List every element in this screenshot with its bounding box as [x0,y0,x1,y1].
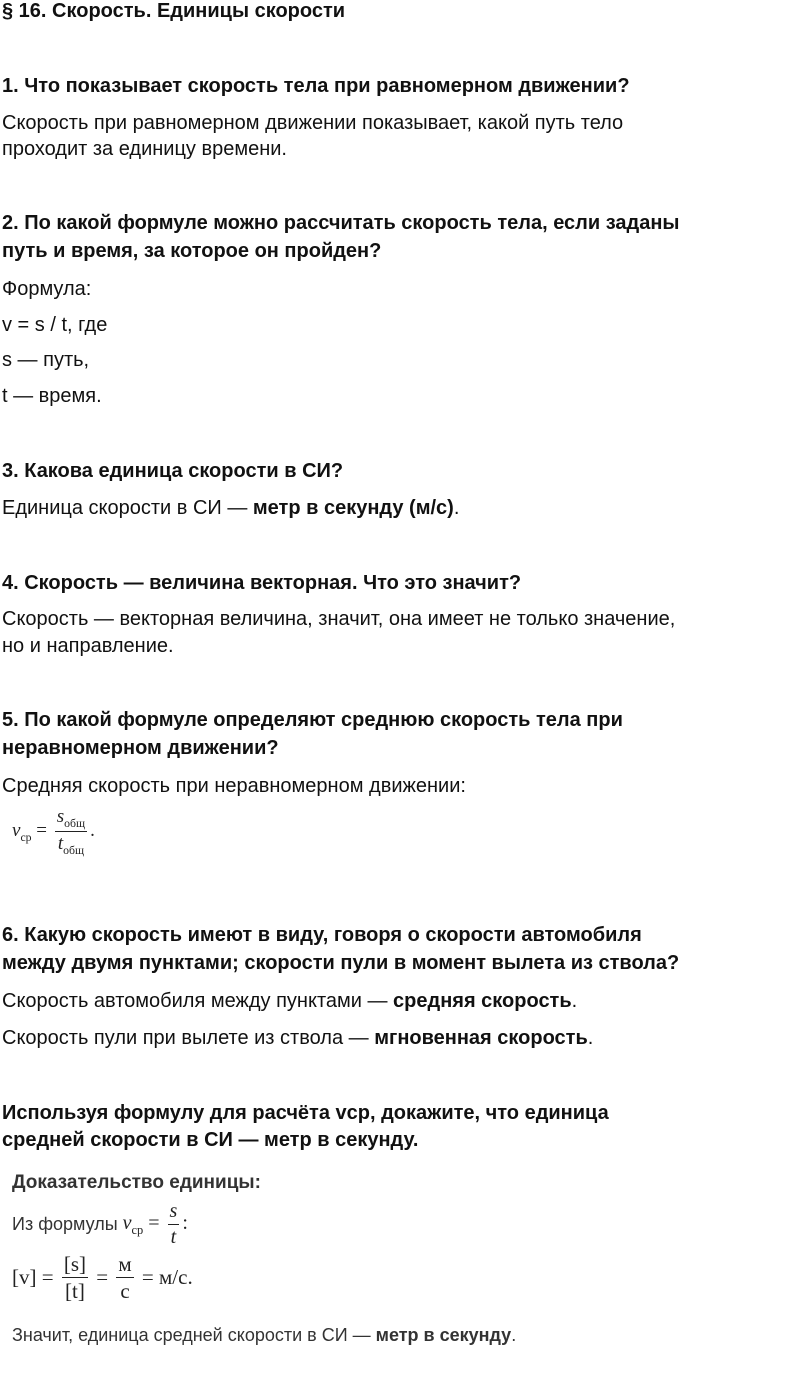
formula-eq: = [36,820,48,842]
question-2-line-1: 2. По какой формуле можно рассчитать скорость тела, если заданы [2,212,680,234]
answer-5: Средняя скорость при неравномерном движении: [2,775,466,797]
answer-6a-bold: средняя скорость [393,990,572,1012]
f1-lhs-var: v [122,1212,132,1235]
answer-6a-prefix: Скорость автомобиля между пунктами — [2,990,394,1012]
page-title: § 16. Скорость. Единицы скорости [2,0,346,22]
f2-fraction-1 [62,1252,88,1303]
answer-6a-suffix: . [571,990,578,1012]
f2-result: м/с. [159,1265,193,1290]
proof-formula-2 [12,1252,193,1303]
proof-conclusion [12,1325,516,1346]
proof-heading: Доказательство единицы: [12,1172,261,1193]
f2-num2: м [116,1252,133,1278]
question-3: 3. Какова единица скорости в СИ? [2,460,344,482]
f1-lhs-sub: ср [131,1223,144,1238]
f1-denominator: t [170,1226,177,1248]
f2-eq3: = [141,1265,154,1290]
conclusion-prefix: Значит, единица средней скорости в СИ — [12,1325,376,1345]
answer-4-line-2: но и направление. [2,635,174,657]
answer-4-line-1: Скорость — векторная величина, значит, она имеет не только значение, [2,608,676,630]
answer-2-formula: v = s / t, где [2,314,108,336]
f2-eq1: = [41,1265,54,1290]
formula-den-sub: общ [63,844,85,858]
answer-6-line-2 [2,1025,593,1052]
answer-6b-suffix: . [587,1027,594,1049]
formula-denominator [55,832,87,857]
answer-6b-bold: мгновенная скорость [374,1027,588,1049]
conclusion-bold: метр в секунду [375,1325,512,1345]
formula-end: . [90,820,95,842]
answer-1-line-2: проходит за единицу времени. [2,138,287,160]
formula-num-sub: общ [64,816,86,830]
answer-3-prefix: Единица скорости в СИ — [2,497,253,519]
conclusion-suffix: . [511,1325,517,1345]
f2-eq2: = [96,1265,109,1290]
formula-den-var: t [57,833,64,855]
formula-average-speed [12,806,95,858]
answer-2-formula-label: Формула: [2,278,92,300]
f1-end: : [182,1212,188,1235]
f2-num1: [s] [62,1252,88,1278]
answer-2-s-definition: s — путь, [2,349,90,371]
question-7-line-1: Используя формулу для расчёта vср, докажите, что единица [2,1102,609,1124]
proof-from-formula: Из формулы [12,1213,123,1234]
answer-1-line-1: Скорость при равномерном движении показывает, какой путь тело [2,112,624,134]
answer-3 [2,495,459,522]
f2-lhs: [v] [12,1265,37,1290]
formula-lhs-var: v [12,820,21,842]
formula-lhs-sub: ср [20,831,32,844]
f2-den1: [t] [65,1279,85,1304]
answer-3-bold: метр в секунду (м/с) [252,497,454,519]
proof-formula-line [12,1200,188,1249]
question-5-line-1: 5. По какой формуле определяют среднюю скорость тела при [2,709,623,731]
f2-den2: с [120,1279,130,1304]
f1-numerator: s [168,1200,180,1225]
formula-numerator [55,806,87,832]
question-6-line-2: между двумя пунктами; скорости пули в момент вылета из ствола? [2,952,680,974]
answer-6-line-1 [2,988,577,1015]
question-4: 4. Скорость — величина векторная. Что это значит? [2,572,522,594]
answer-6b-prefix: Скорость пули при вылете из ствола — [2,1027,375,1049]
question-2-line-2: путь и время, за которое он пройден? [2,240,382,262]
proof-formula-1 [122,1200,188,1248]
answer-2-t-definition: t — время. [2,385,102,407]
formula-num-var: s [56,806,65,827]
f1-fraction [168,1200,180,1249]
answer-3-suffix: . [453,497,460,519]
f2-fraction-2 [116,1252,133,1303]
question-7-line-2: средней скорости в СИ — метр в секунду. [2,1129,419,1151]
f1-eq: = [148,1212,160,1235]
question-1: 1. Что показывает скорость тела при равномерном движении? [2,75,630,97]
question-5-line-2: неравномерном движении? [2,737,279,759]
question-6-line-1: 6. Какую скорость имеют в виду, говоря о скорости автомобиля [2,924,642,946]
formula-fraction [55,806,87,858]
